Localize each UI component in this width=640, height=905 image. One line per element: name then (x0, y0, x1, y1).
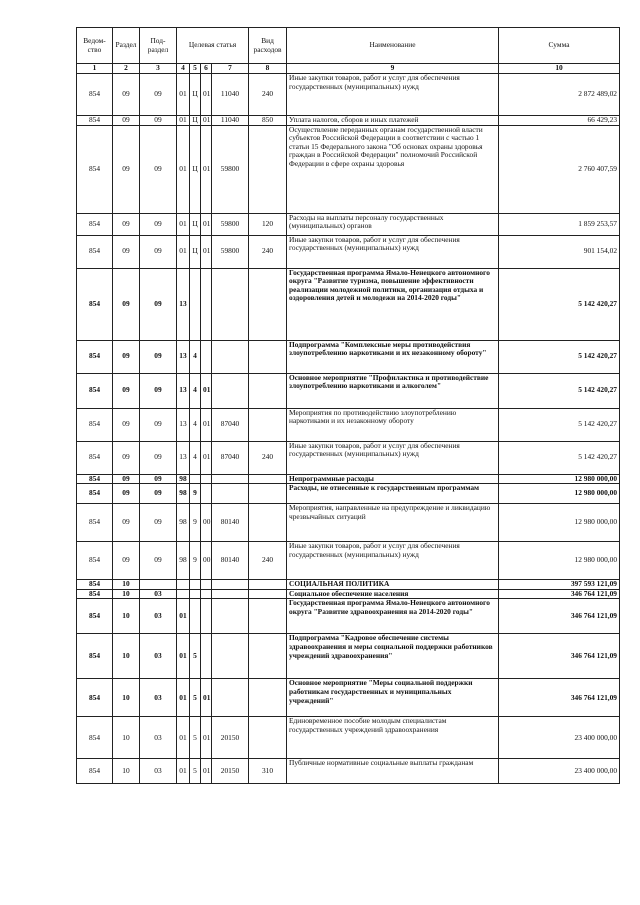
cell-naim: Подпрограмма "Кадровое обеспечение системы здравоохранения и меры социальной поддержки работников учреждений здравоохранения" (287, 634, 499, 679)
cell-vid: 240 (249, 542, 287, 580)
cell-summa: 5 142 420,27 (499, 340, 620, 373)
cell-podrazdel: 09 (140, 235, 177, 268)
cell-vid: 310 (249, 759, 287, 784)
cell-vid: 120 (249, 213, 287, 235)
cell-razdel: 09 (113, 125, 140, 213)
cell-vedomstvo: 854 (77, 373, 113, 408)
cell-target-2: Ц (190, 74, 201, 116)
cell-podrazdel: 03 (140, 634, 177, 679)
cell-target-1: 01 (177, 679, 190, 717)
cell-target-1: 01 (177, 599, 190, 634)
cell-vedomstvo: 854 (77, 268, 113, 340)
cell-vedomstvo: 854 (77, 441, 113, 474)
table-row (77, 474, 620, 484)
cell-podrazdel: 03 (140, 759, 177, 784)
cell-target-1: 01 (177, 717, 190, 759)
cell-summa: 5 142 420,27 (499, 268, 620, 340)
cell-target-4: 87040 (212, 441, 249, 474)
cell-podrazdel: 09 (140, 268, 177, 340)
table-row (77, 542, 620, 580)
cell-target-3 (201, 484, 212, 504)
cell-podrazdel: 09 (140, 213, 177, 235)
cell-summa: 901 154,02 (499, 235, 620, 268)
cell-vedomstvo: 854 (77, 408, 113, 441)
cell-target-4: 59800 (212, 235, 249, 268)
table-row (77, 268, 620, 340)
cell-vid (249, 589, 287, 599)
cell-vedomstvo: 854 (77, 634, 113, 679)
header-tselevaya: Целевая статья (177, 28, 249, 64)
cell-target-2: 5 (190, 759, 201, 784)
cell-target-4 (212, 373, 249, 408)
cell-summa: 66 429,23 (499, 116, 620, 126)
cell-vedomstvo: 854 (77, 580, 113, 590)
cell-summa: 23 400 000,00 (499, 717, 620, 759)
cell-naim: Иные закупки товаров, работ и услуг для обеспечения государственных (муниципальных) нужд (287, 542, 499, 580)
cell-razdel: 09 (113, 235, 140, 268)
cell-target-1: 01 (177, 235, 190, 268)
cell-vid: 850 (249, 116, 287, 126)
table-row (77, 634, 620, 679)
cell-vedomstvo: 854 (77, 235, 113, 268)
cell-target-4 (212, 634, 249, 679)
cell-razdel: 09 (113, 542, 140, 580)
cell-podrazdel: 03 (140, 599, 177, 634)
header-row (77, 28, 620, 64)
cell-podrazdel: 09 (140, 340, 177, 373)
cell-target-1: 13 (177, 268, 190, 340)
cell-target-1: 13 (177, 408, 190, 441)
cell-podrazdel: 03 (140, 589, 177, 599)
cell-naim: Государственная программа Ямало-Ненецкого автономного округа "Развитие туризма, повышение эффективности реализации молодежной политики, организация отдыха и оздоровления детей и молодежи на 2014-2020 годы" (287, 268, 499, 340)
cell-target-4: 80140 (212, 504, 249, 542)
cell-podrazdel: 09 (140, 408, 177, 441)
cell-summa: 346 764 121,09 (499, 599, 620, 634)
cell-target-1: 01 (177, 116, 190, 126)
cell-razdel: 10 (113, 589, 140, 599)
cell-naim: Мероприятия по противодействию злоупотреблению наркотиками и их незаконному обороту (287, 408, 499, 441)
cell-razdel: 09 (113, 74, 140, 116)
cell-target-2: 5 (190, 634, 201, 679)
cell-naim: Подпрограмма "Комплексные меры противодействия злоупотреблению наркотиками и их незаконному обороту" (287, 340, 499, 373)
cell-target-2: 4 (190, 408, 201, 441)
cell-podrazdel: 09 (140, 504, 177, 542)
cell-razdel: 10 (113, 717, 140, 759)
cell-naim: Основное мероприятие "Профилактика и противодействие злоупотреблению наркотиками и алкоголем" (287, 373, 499, 408)
cell-vid (249, 268, 287, 340)
cell-target-3: 01 (201, 213, 212, 235)
cell-naim: Расходы на выплаты персоналу государственных (муниципальных) органов (287, 213, 499, 235)
cell-target-2: 4 (190, 340, 201, 373)
cell-vedomstvo: 854 (77, 599, 113, 634)
cell-target-1: 13 (177, 441, 190, 474)
header-summa: Сумма (499, 28, 620, 64)
table-row (77, 599, 620, 634)
table-row (77, 125, 620, 213)
cell-target-4 (212, 580, 249, 590)
table-body (77, 74, 620, 784)
table-row (77, 235, 620, 268)
cell-summa: 23 400 000,00 (499, 759, 620, 784)
cell-vedomstvo: 854 (77, 340, 113, 373)
cell-target-2 (190, 580, 201, 590)
table-row (77, 589, 620, 599)
cell-naim: Государственная программа Ямало-Ненецкого автономного округа "Развитие здравоохранения на 2014-2020 годы" (287, 599, 499, 634)
cell-target-4 (212, 599, 249, 634)
table-row (77, 580, 620, 590)
cell-podrazdel: 03 (140, 717, 177, 759)
cell-vid: 240 (249, 235, 287, 268)
cell-target-3 (201, 634, 212, 679)
cell-target-2: Ц (190, 235, 201, 268)
cell-summa: 346 764 121,09 (499, 679, 620, 717)
cell-target-4 (212, 268, 249, 340)
cell-naim: Социальное обеспечение населения (287, 589, 499, 599)
table-row (77, 679, 620, 717)
table-row (77, 373, 620, 408)
cell-target-2: 5 (190, 717, 201, 759)
cell-target-1: 13 (177, 373, 190, 408)
cell-target-4: 87040 (212, 408, 249, 441)
cell-razdel: 09 (113, 268, 140, 340)
cell-razdel: 09 (113, 474, 140, 484)
table-row (77, 74, 620, 116)
cell-target-3: 01 (201, 74, 212, 116)
header-naim: Наименование (287, 28, 499, 64)
cell-target-1: 98 (177, 474, 190, 484)
cell-podrazdel: 09 (140, 373, 177, 408)
header-vedomstvo: Ведом-ство (77, 28, 113, 64)
cell-summa: 12 980 000,00 (499, 542, 620, 580)
cell-summa: 12 980 000,00 (499, 474, 620, 484)
col-number: 4 (177, 64, 190, 74)
cell-razdel: 10 (113, 679, 140, 717)
cell-target-2: 9 (190, 504, 201, 542)
cell-naim: СОЦИАЛЬНАЯ ПОЛИТИКА (287, 580, 499, 590)
cell-target-2: 9 (190, 484, 201, 504)
table-row (77, 759, 620, 784)
cell-naim: Расходы, не отнесенные к государственным программам (287, 484, 499, 504)
cell-vid (249, 504, 287, 542)
cell-summa: 346 764 121,09 (499, 589, 620, 599)
cell-summa: 1 859 253,57 (499, 213, 620, 235)
cell-target-3: 01 (201, 441, 212, 474)
col-number: 7 (212, 64, 249, 74)
cell-target-4: 11040 (212, 74, 249, 116)
cell-target-1: 01 (177, 125, 190, 213)
table-row (77, 116, 620, 126)
cell-podrazdel: 09 (140, 125, 177, 213)
cell-vid (249, 679, 287, 717)
table-row (77, 340, 620, 373)
cell-target-3 (201, 589, 212, 599)
cell-vid (249, 474, 287, 484)
cell-target-1 (177, 589, 190, 599)
cell-summa: 12 980 000,00 (499, 504, 620, 542)
cell-vedomstvo: 854 (77, 679, 113, 717)
cell-podrazdel (140, 580, 177, 590)
cell-razdel: 10 (113, 599, 140, 634)
cell-naim: Единовременное пособие молодым специалистам государственных учреждений здравоохранения (287, 717, 499, 759)
cell-target-3: 01 (201, 408, 212, 441)
cell-summa: 2 760 407,59 (499, 125, 620, 213)
table-row (77, 213, 620, 235)
cell-target-4: 20150 (212, 759, 249, 784)
cell-podrazdel: 09 (140, 74, 177, 116)
cell-target-3: 01 (201, 235, 212, 268)
cell-vedomstvo: 854 (77, 759, 113, 784)
cell-naim: Непрограммные расходы (287, 474, 499, 484)
cell-razdel: 10 (113, 634, 140, 679)
cell-podrazdel: 09 (140, 441, 177, 474)
cell-target-1: 13 (177, 340, 190, 373)
cell-vedomstvo: 854 (77, 717, 113, 759)
cell-target-4 (212, 679, 249, 717)
cell-razdel: 10 (113, 759, 140, 784)
cell-naim: Мероприятия, направленные на предупреждение и ликвидацию чрезвычайных ситуаций (287, 504, 499, 542)
table-row (77, 441, 620, 474)
header-razdel: Раздел (113, 28, 140, 64)
cell-podrazdel: 09 (140, 542, 177, 580)
cell-vedomstvo: 854 (77, 484, 113, 504)
cell-target-3: 01 (201, 116, 212, 126)
cell-target-2: Ц (190, 213, 201, 235)
cell-vedomstvo: 854 (77, 542, 113, 580)
cell-summa: 2 872 489,02 (499, 74, 620, 116)
cell-target-2: 4 (190, 373, 201, 408)
cell-target-1: 01 (177, 74, 190, 116)
cell-target-4: 11040 (212, 116, 249, 126)
table-row (77, 717, 620, 759)
cell-target-4 (212, 340, 249, 373)
cell-razdel: 10 (113, 580, 140, 590)
cell-vedomstvo: 854 (77, 74, 113, 116)
col-number: 6 (201, 64, 212, 74)
col-number: 9 (287, 64, 499, 74)
cell-target-2 (190, 599, 201, 634)
cell-naim: Иные закупки товаров, работ и услуг для обеспечения государственных (муниципальных) нужд (287, 74, 499, 116)
cell-vid (249, 484, 287, 504)
column-number-row (77, 64, 620, 74)
cell-naim: Осуществление переданных органам государственной власти субъектов Российской Федерации в соответствии с частью 1 статьи 15 Федерального закона "Об основах охраны здоровья граждан в Российской Федерации" полномочий Российской Федерации в сфере охраны здоровья (287, 125, 499, 213)
col-number: 2 (113, 64, 140, 74)
cell-target-3: 01 (201, 373, 212, 408)
cell-naim: Уплата налогов, сборов и иных платежей (287, 116, 499, 126)
col-number: 1 (77, 64, 113, 74)
cell-target-4 (212, 484, 249, 504)
cell-target-2: 4 (190, 441, 201, 474)
cell-vedomstvo: 854 (77, 116, 113, 126)
cell-vid (249, 408, 287, 441)
budget-table (76, 27, 620, 784)
cell-vid (249, 373, 287, 408)
cell-razdel: 09 (113, 116, 140, 126)
cell-vedomstvo: 854 (77, 589, 113, 599)
cell-podrazdel: 09 (140, 484, 177, 504)
cell-target-3: 01 (201, 125, 212, 213)
cell-vid (249, 717, 287, 759)
cell-target-4: 59800 (212, 125, 249, 213)
cell-target-3: 01 (201, 679, 212, 717)
cell-target-4 (212, 474, 249, 484)
col-number: 8 (249, 64, 287, 74)
cell-razdel: 09 (113, 373, 140, 408)
cell-vid (249, 580, 287, 590)
cell-target-3 (201, 474, 212, 484)
cell-target-4: 59800 (212, 213, 249, 235)
cell-summa: 397 593 121,09 (499, 580, 620, 590)
cell-vid (249, 634, 287, 679)
cell-target-3 (201, 340, 212, 373)
cell-vid (249, 340, 287, 373)
cell-vid: 240 (249, 74, 287, 116)
cell-summa: 5 142 420,27 (499, 408, 620, 441)
cell-target-3 (201, 580, 212, 590)
table-row (77, 484, 620, 504)
cell-vedomstvo: 854 (77, 474, 113, 484)
cell-vid: 240 (249, 441, 287, 474)
cell-naim: Публичные нормативные социальные выплаты гражданам (287, 759, 499, 784)
cell-vedomstvo: 854 (77, 125, 113, 213)
cell-podrazdel: 09 (140, 116, 177, 126)
cell-naim: Иные закупки товаров, работ и услуг для обеспечения государственных (муниципальных) нужд (287, 441, 499, 474)
cell-target-2: Ц (190, 125, 201, 213)
cell-vedomstvo: 854 (77, 504, 113, 542)
cell-razdel: 09 (113, 484, 140, 504)
cell-target-1: 01 (177, 759, 190, 784)
cell-target-4 (212, 589, 249, 599)
cell-target-3: 01 (201, 759, 212, 784)
cell-summa: 12 980 000,00 (499, 484, 620, 504)
cell-target-4: 20150 (212, 717, 249, 759)
cell-target-2: 5 (190, 679, 201, 717)
cell-summa: 5 142 420,27 (499, 441, 620, 474)
cell-podrazdel: 03 (140, 679, 177, 717)
cell-target-2 (190, 589, 201, 599)
cell-razdel: 09 (113, 408, 140, 441)
col-number: 3 (140, 64, 177, 74)
col-number: 10 (499, 64, 620, 74)
cell-razdel: 09 (113, 441, 140, 474)
cell-target-3: 00 (201, 542, 212, 580)
cell-target-1: 01 (177, 634, 190, 679)
cell-summa: 346 764 121,09 (499, 634, 620, 679)
cell-target-1: 01 (177, 213, 190, 235)
header-podrazdel: Под-раздел (140, 28, 177, 64)
cell-target-2 (190, 474, 201, 484)
cell-target-2 (190, 268, 201, 340)
cell-naim: Иные закупки товаров, работ и услуг для обеспечения государственных (муниципальных) нужд (287, 235, 499, 268)
cell-razdel: 09 (113, 213, 140, 235)
cell-vedomstvo: 854 (77, 213, 113, 235)
cell-summa: 5 142 420,27 (499, 373, 620, 408)
table-row (77, 504, 620, 542)
cell-target-1: 98 (177, 542, 190, 580)
header-vid: Вид расходов (249, 28, 287, 64)
cell-vid (249, 599, 287, 634)
cell-target-2: 9 (190, 542, 201, 580)
cell-target-3 (201, 599, 212, 634)
cell-naim: Основное мероприятие "Меры социальной поддержки работникам государственных и муниципальных учреждений" (287, 679, 499, 717)
cell-razdel: 09 (113, 340, 140, 373)
cell-target-1: 98 (177, 484, 190, 504)
col-number: 5 (190, 64, 201, 74)
cell-target-3 (201, 268, 212, 340)
cell-vid (249, 125, 287, 213)
cell-target-3: 01 (201, 717, 212, 759)
cell-podrazdel: 09 (140, 474, 177, 484)
cell-target-2: Ц (190, 116, 201, 126)
cell-target-1: 98 (177, 504, 190, 542)
table-row (77, 408, 620, 441)
cell-target-3: 00 (201, 504, 212, 542)
cell-target-4: 80140 (212, 542, 249, 580)
cell-razdel: 09 (113, 504, 140, 542)
cell-target-1 (177, 580, 190, 590)
